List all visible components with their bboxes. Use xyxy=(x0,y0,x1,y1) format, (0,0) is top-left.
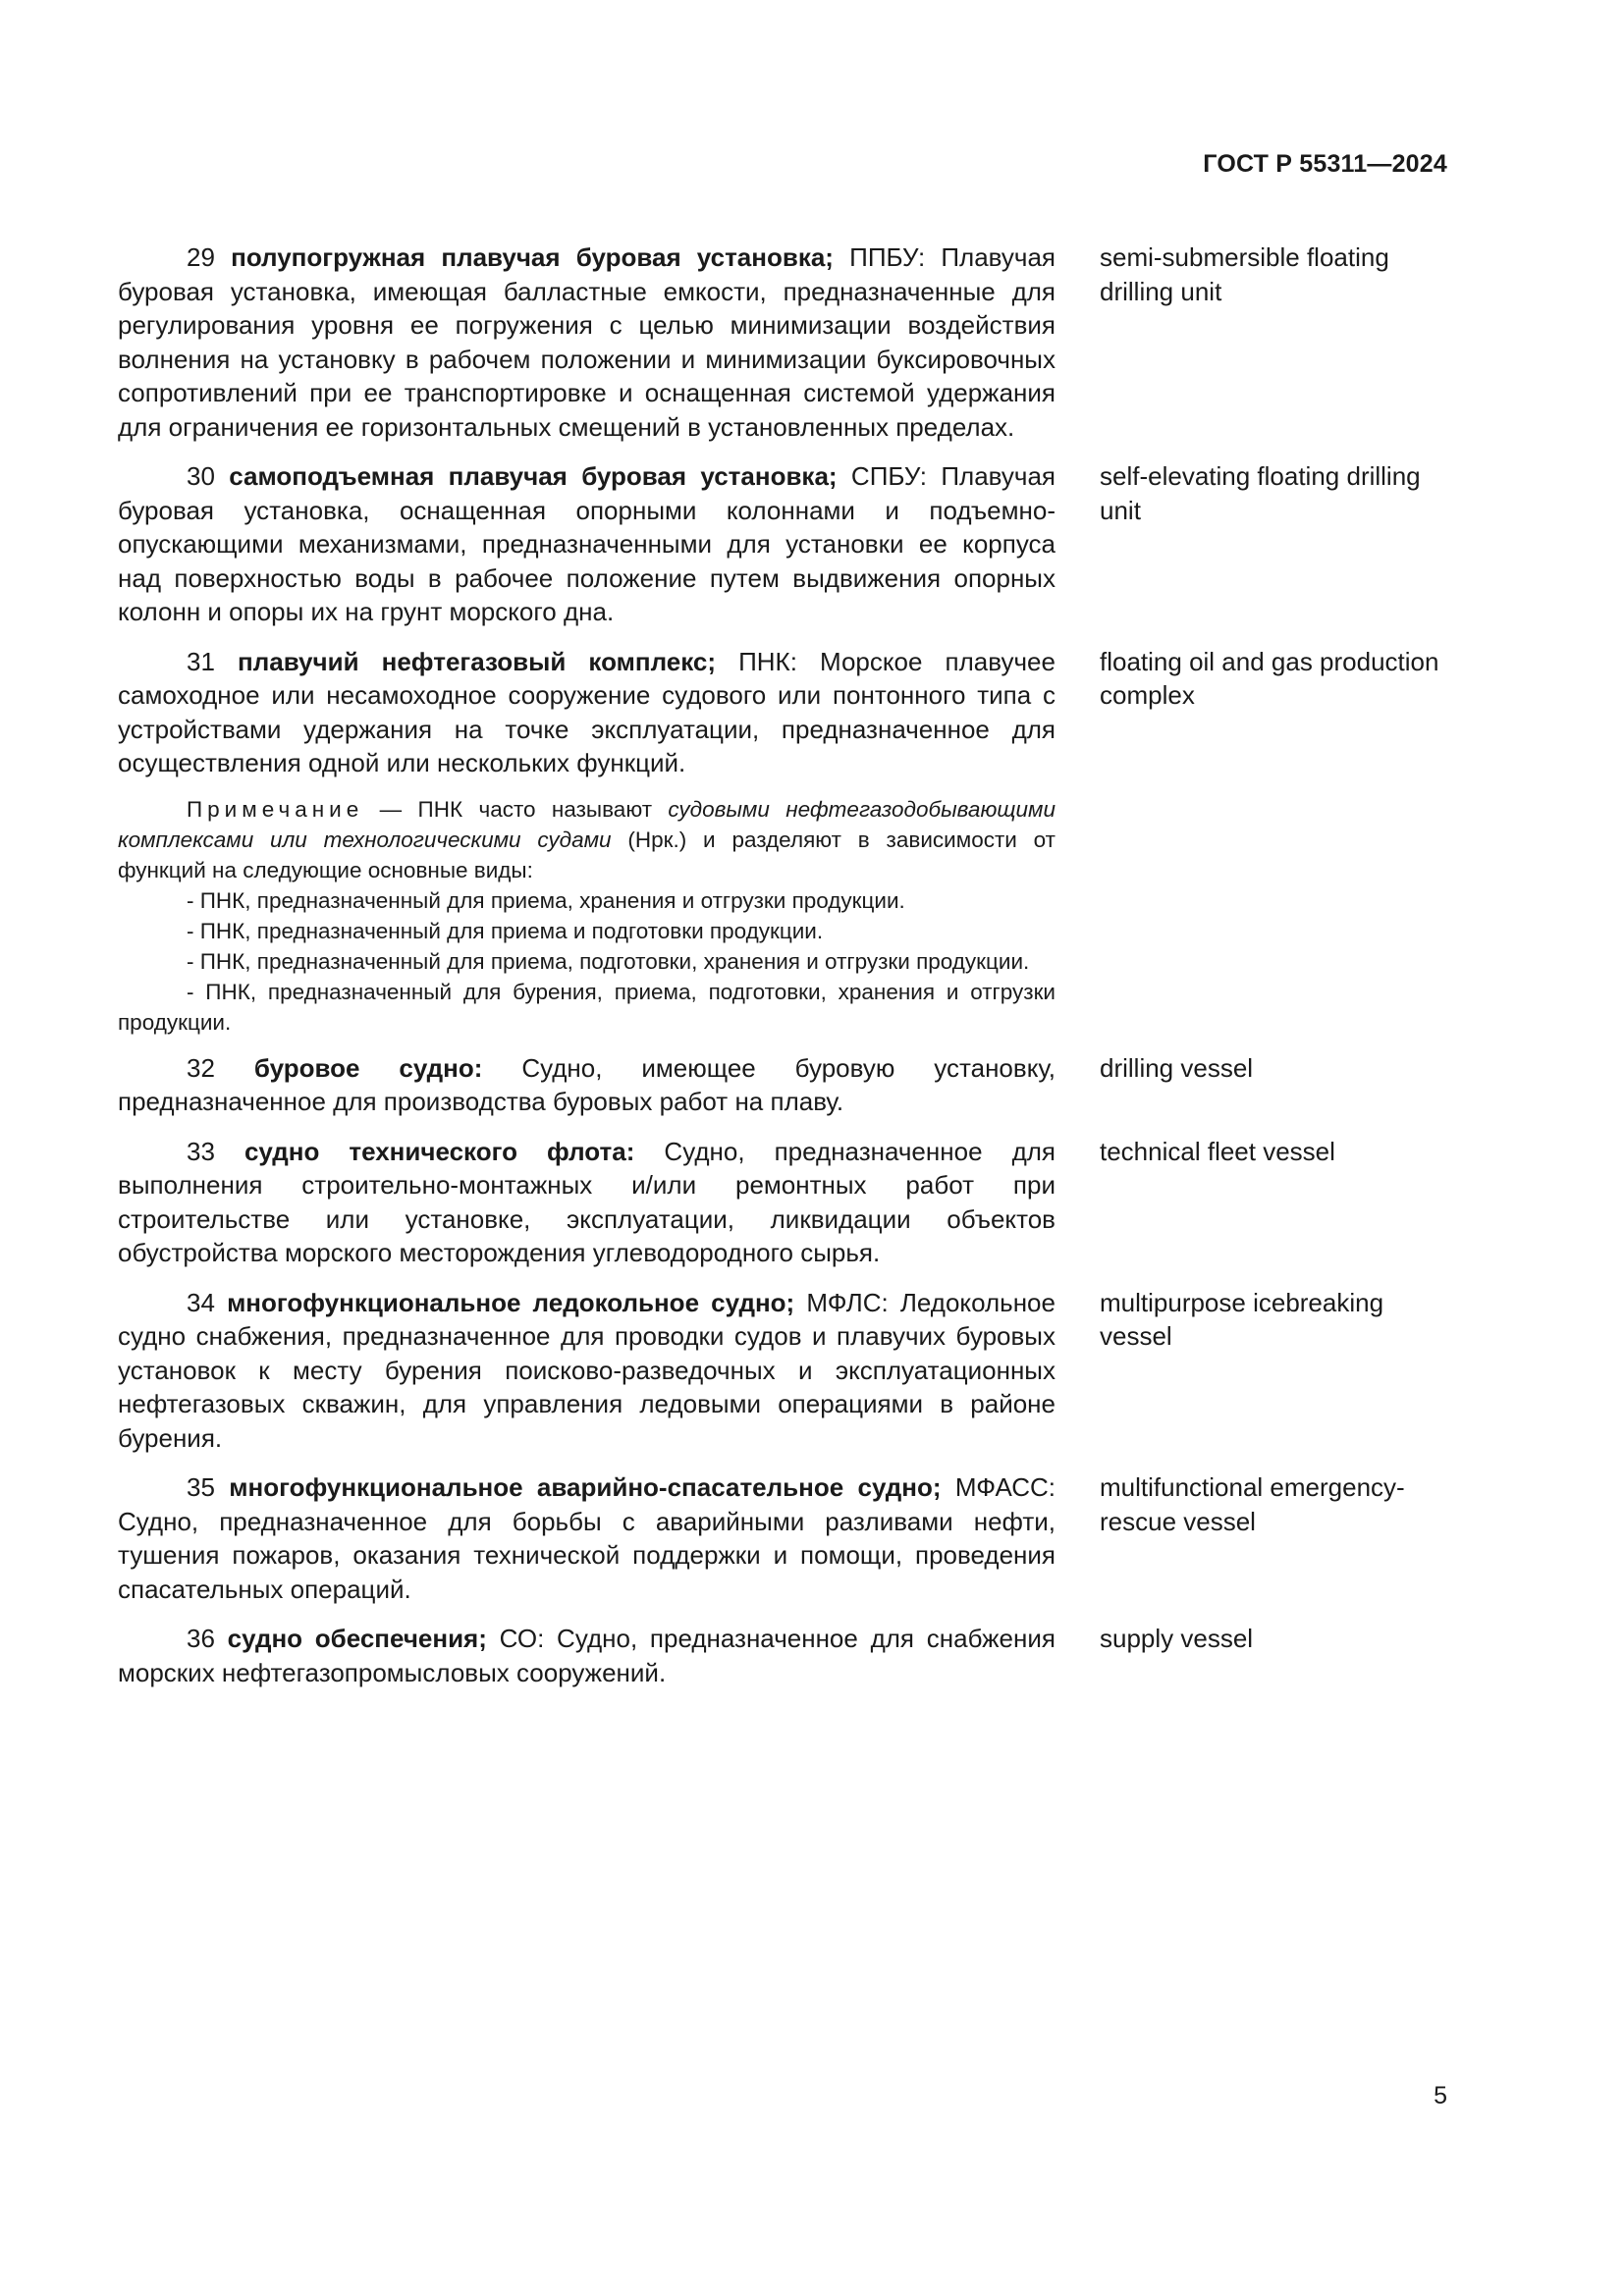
term-entry-33 xyxy=(118,1135,1448,1270)
term-definition-ru xyxy=(118,459,1056,629)
note-list-item: - ПНК, предназначенный для приема, подготовки, хранения и отгрузки продукции. xyxy=(187,948,1030,974)
term-definition-ru xyxy=(118,1051,1056,1119)
note-list-item: - ПНК, предназначенный для приема и подготовки продукции. xyxy=(187,918,824,943)
term-english: semi-submersible floating drilling unit xyxy=(1100,242,1389,306)
term-english: self-elevating floating drilling unit xyxy=(1100,461,1421,525)
term-entry-31 xyxy=(118,645,1448,780)
term-definition: Судно, предназначенное для выполнения строительно-монтажных и/или ремонтных работ при строительстве или установке, эксплуатации, ликвидации объектов обустройства морского месторождения углеводородного сырья. xyxy=(118,1136,1056,1267)
term-name: полупогружная плавучая буровая установка; xyxy=(231,242,834,272)
term-entry-29 xyxy=(118,240,1448,444)
term-definition: ПНК: Морское плавучее самоходное или несамоходное сооружение судового или понтонного типа с устройствами удержания на точке эксплуатации, предназначенное для осуществления одной или нескольких функций. xyxy=(118,646,1056,777)
term-entry-36 xyxy=(118,1622,1448,1689)
note-lead xyxy=(118,794,1056,885)
term-entry-34 xyxy=(118,1286,1448,1456)
note-text-before: ПНК часто называют xyxy=(417,796,652,822)
note-list-item: - ПНК, предназначенный для бурения, приема, подготовки, хранения и отгрузки продукции. xyxy=(118,979,1056,1035)
term-number: 31 xyxy=(187,646,215,676)
term-number: 32 xyxy=(187,1052,215,1083)
term-definition-ru xyxy=(118,1286,1056,1456)
term-name: судно технического флота: xyxy=(244,1136,635,1166)
term-english: supply vessel xyxy=(1100,1624,1254,1653)
term-english: multipurpose icebreaking vessel xyxy=(1100,1287,1384,1351)
term-entry-35 xyxy=(118,1470,1448,1606)
document-id: ГОСТ Р 55311—2024 xyxy=(1203,150,1447,178)
term-definition-ru xyxy=(118,1470,1056,1606)
term-name: самоподъемная плавучая буровая установка; xyxy=(229,461,838,491)
note-list-item: - ПНК, предназначенный для приема, хранения и отгрузки продукции. xyxy=(187,887,905,913)
term-name: судно обеспечения; xyxy=(227,1624,487,1653)
note-label: Примечание xyxy=(187,796,364,822)
note-dash: — xyxy=(379,796,403,822)
term-name: плавучий нефтегазовый комплекс; xyxy=(238,646,716,676)
term-definition-ru xyxy=(118,1622,1056,1689)
terms-list xyxy=(118,240,1448,1689)
term-number: 35 xyxy=(187,1472,215,1502)
term-definition: СО: Судно, предназначенное для снабжения морских нефтегазопромысловых сооружений. xyxy=(118,1624,1056,1687)
term-number: 30 xyxy=(187,461,215,491)
term-english: floating oil and gas production complex xyxy=(1100,646,1439,710)
term-definition: ППБУ: Плавучая буровая установка, имеющая балластные емкости, предназначенные для регулирования уровня ее погружения с целью минимизации воздействия волнения на установку в рабочем положении и минимизации буксировочных сопротивлений при ее транспортировке и оснащенная системой удержания для ограничения ее горизонтальных смещений в установленных пределах. xyxy=(118,242,1056,442)
term-definition: МФЛС: Ледокольное судно снабжения, предназначенное для проводки судов и плавучих буровых установок к месту бурения поисково-разведочных и эксплуатационных нефтегазовых скважин, для управления ледовыми операциями в районе бурения. xyxy=(118,1287,1056,1453)
term-name: многофункциональное аварийно-спасательное судно; xyxy=(229,1472,942,1502)
note-italic-text: судовыми нефтегазодобывающими комплексами или технологическими судами xyxy=(118,796,1056,852)
term-number: 34 xyxy=(187,1287,215,1317)
page-number: 5 xyxy=(1434,2082,1447,2109)
note-block xyxy=(118,794,1056,1038)
term-name: буровое судно: xyxy=(253,1052,483,1083)
term-definition-ru xyxy=(118,1135,1056,1270)
term-entry-30 xyxy=(118,459,1448,629)
term-number: 36 xyxy=(187,1624,215,1653)
term-name: многофункциональное ледокольное судно; xyxy=(227,1287,795,1317)
term-number: 29 xyxy=(187,242,215,272)
term-english: technical fleet vessel xyxy=(1100,1136,1335,1166)
term-definition: Судно, имеющее буровую установку, предназначенное для производства буровых работ на плаву. xyxy=(118,1052,1056,1116)
term-english: multifunctional emergency-rescue vessel xyxy=(1100,1472,1405,1536)
term-definition-ru xyxy=(118,240,1056,444)
term-entry-32 xyxy=(118,1051,1448,1119)
term-definition: МФАСС: Судно, предназначенное для борьбы с аварийными разливами нефти, тушения пожаров, оказания технической поддержки и помощи, проведения спасательных операций. xyxy=(118,1472,1056,1604)
note-text-after: (Нрк.) и разделяют в зависимости от функций на следующие основные виды: xyxy=(118,827,1056,882)
term-english: drilling vessel xyxy=(1100,1052,1254,1083)
term-definition-ru xyxy=(118,645,1056,780)
term-number: 33 xyxy=(187,1136,215,1166)
term-definition: СПБУ: Плавучая буровая установка, оснащенная опорными колоннами и подъемно-опускающими механизмами, предназначенными для установки ее корпуса над поверхностью воды в рабочее положение путем выдвижения опорных колонн и опоры их на грунт морского дна. xyxy=(118,461,1056,626)
